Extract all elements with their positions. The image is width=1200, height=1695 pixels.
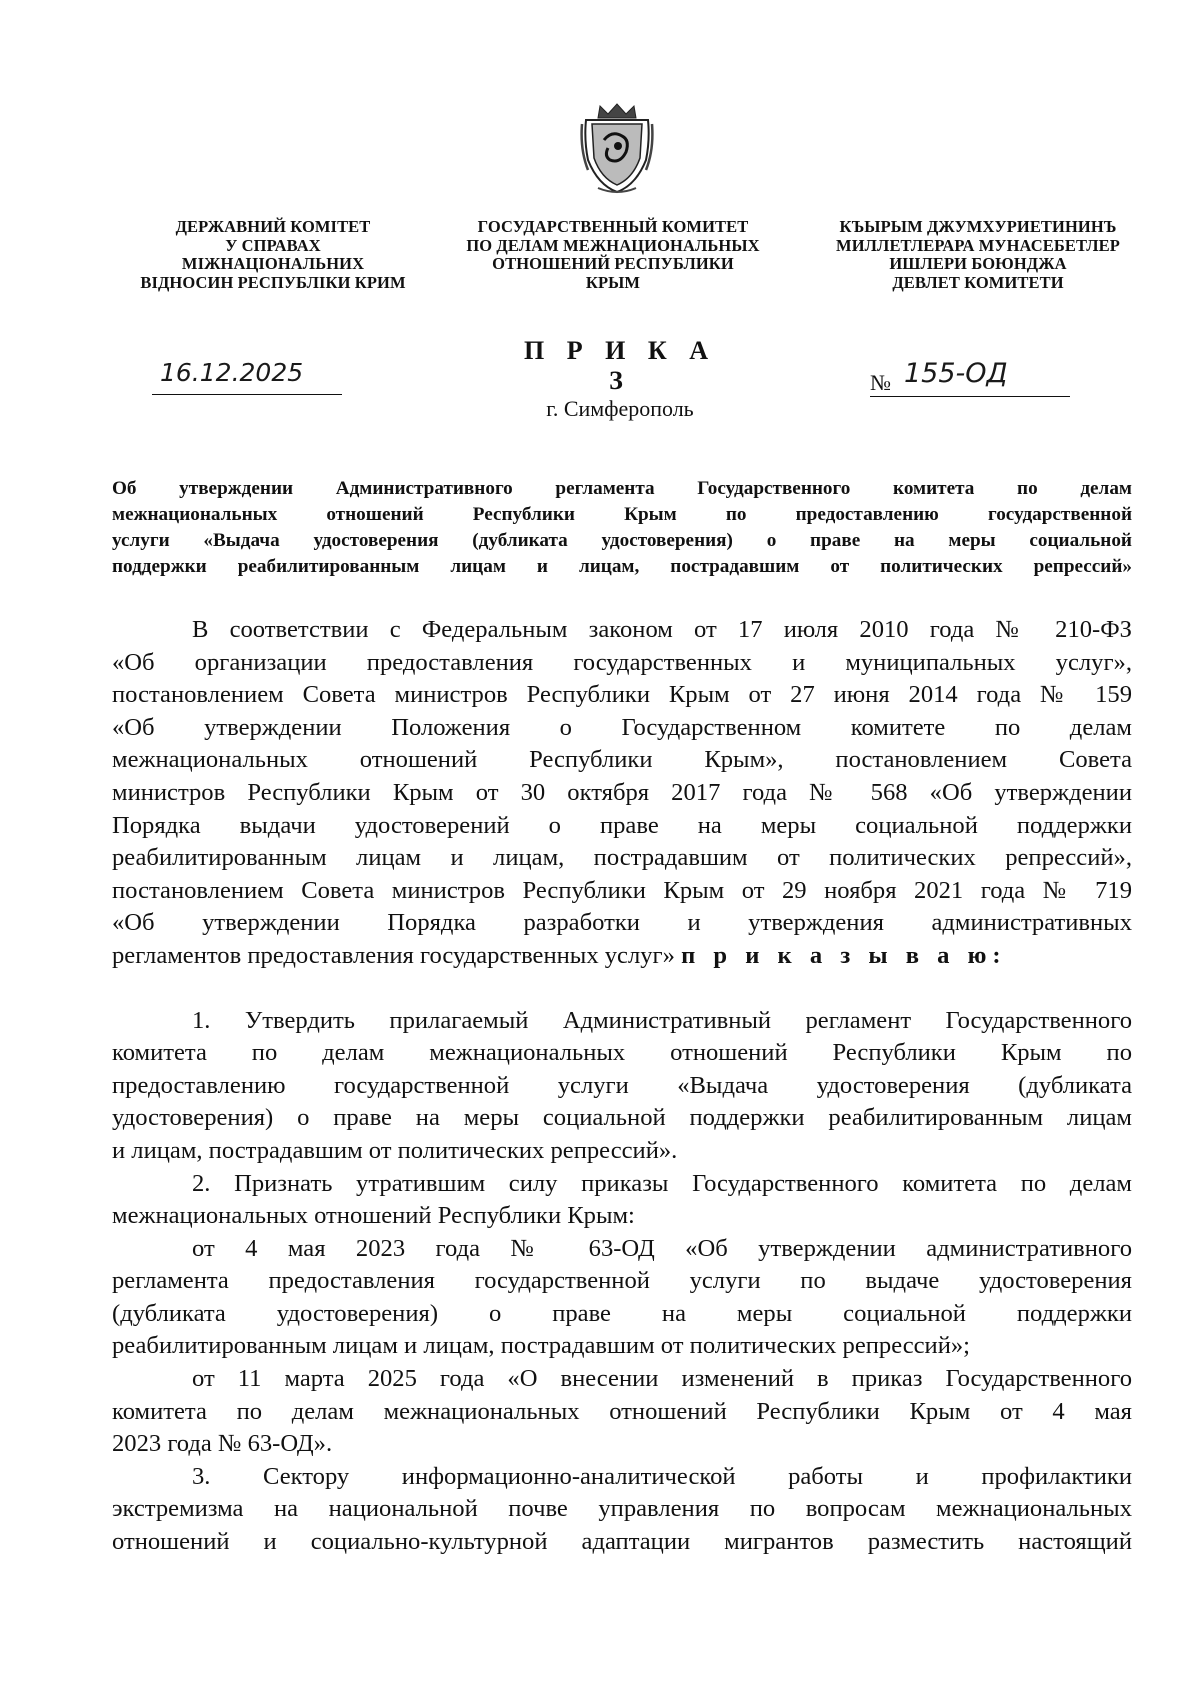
body-line-text: регламентов предоставления государственных услуг» — [112, 941, 675, 969]
header-ukrainian — [118, 218, 428, 292]
header-line: МИЛЛЕТЛЕРАРА МУНАСЕБЕТЛЕР — [836, 235, 1120, 255]
body-line: межнациональных отношений Республики Крым: — [112, 1202, 635, 1230]
header-crimean-tatar — [808, 218, 1148, 292]
document-body — [112, 614, 1132, 1559]
body-line: 2023 года № 63-ОД». — [112, 1430, 333, 1458]
city: г. Симферополь — [546, 396, 694, 421]
body-line: 3. Сектору информационно-аналитической работы и профилактики — [192, 1462, 1132, 1490]
body-line: В соответствии с Федеральным законом от 17 июля 2010 года № 210-ФЗ — [192, 616, 1132, 643]
header-line: ГОСУДАРСТВЕННЫЙ КОМИТЕТ — [477, 217, 749, 236]
body-line: реабилитированным лицам и лицам, пострадавшим от политических репрессий»; — [112, 1332, 971, 1360]
header-line: ДЕВЛЕТ КОМИТЕТИ — [892, 272, 1064, 292]
handwritten-number: 155-ОД — [904, 358, 1008, 389]
body-line: министров Республики Крым от 30 октября 2017 года № 568 «Об утверждении — [112, 778, 1132, 806]
body-line: «Об утверждении Положения о Государственном комитете по делам — [112, 713, 1132, 741]
title-line: Об утверждении Административного регламента Государственного комитета по делам — [112, 478, 1132, 499]
header-line: ПО ДЕЛАМ МЕЖНАЦИОНАЛЬНЫХ — [466, 235, 760, 255]
header-line: ДЕРЖАВНИЙ КОМІТЕТ — [175, 217, 371, 236]
number-field — [870, 360, 1070, 397]
preamble-paragraph — [112, 614, 1132, 973]
body-line — [112, 940, 1132, 973]
body-line: предоставлению государственной услуги «Выдача удостоверения (дубликата — [112, 1071, 1132, 1099]
body-line: «Об утверждении Порядка разработки и утверждения административных — [112, 909, 1132, 937]
body-line: 1. Утвердить прилагаемый Административный регламент Государственного — [192, 1006, 1132, 1034]
body-line: от 4 мая 2023 года № 63-ОД «Об утверждении административного — [192, 1234, 1132, 1262]
item-1 — [112, 1005, 1132, 1168]
body-line: удостоверения) о праве на меры социальной поддержки реабилитированным лицам — [112, 1104, 1132, 1132]
item-2 — [112, 1168, 1132, 1233]
title-line: поддержки реабилитированным лицам и лицам, пострадавшим от политических репрессий» — [112, 556, 1132, 577]
item-3 — [112, 1461, 1132, 1559]
body-line: комитета по делам межнациональных отношений Республики Крым по — [112, 1039, 1132, 1067]
item-2b — [112, 1363, 1132, 1461]
date-field — [152, 358, 342, 395]
order-word: п р и к а з ы в а ю: — [681, 941, 1007, 969]
paragraph-gap — [112, 973, 1132, 1005]
header-line: ИШЛЕРИ БОЮНДЖА — [889, 254, 1067, 273]
body-line: реабилитированным лицам и лицам, пострадавшим от политических репрессий», — [112, 844, 1132, 872]
body-line: постановлением Совета министров Республики Крым от 29 ноября 2021 года № 719 — [112, 876, 1132, 904]
body-line: постановлением Совета министров Республики Крым от 27 июня 2014 года № 159 — [112, 681, 1132, 709]
header-line: ОТНОШЕНИЙ РЕСПУБЛИКИ — [492, 254, 734, 273]
header-line: КЪЫРЫМ ДЖУМХУРИЕТИНИНЪ — [839, 217, 1117, 236]
body-line: отношений и социально-культурной адаптации мигрантов разместить настоящий — [112, 1528, 1132, 1556]
title-line: межнациональных отношений Республики Крым по предоставлению государственной — [112, 504, 1132, 525]
document-title — [112, 476, 1132, 580]
header-line: МІЖНАЦІОНАЛЬНИХ — [181, 254, 365, 273]
header-line: У СПРАВАХ — [225, 235, 321, 255]
document-type: П Р И К А З — [524, 336, 716, 395]
body-line: «Об организации предоставления государственных и муниципальных услуг», — [112, 648, 1132, 676]
title-line: услуги «Выдача удостоверения (дубликата удостоверения) о праве на меры социальной — [112, 530, 1132, 551]
body-line: и лицам, пострадавшим от политических репрессий». — [112, 1136, 678, 1164]
header-line: КРЫМ — [585, 272, 641, 292]
header-russian — [448, 218, 778, 292]
body-line: экстремизма на национальной почве управления по вопросам межнациональных — [112, 1495, 1132, 1523]
header-line: ВІДНОСИН РЕСПУБЛІКИ КРИМ — [140, 272, 406, 292]
body-line: комитета по делам межнациональных отношений Республики Крым от 4 мая — [112, 1397, 1132, 1425]
body-line: Порядка выдачи удостоверений о праве на меры социальной поддержки — [112, 811, 1132, 839]
body-line: от 11 марта 2025 года «О внесении изменений в приказ Государственного — [192, 1365, 1132, 1393]
item-2a — [112, 1233, 1132, 1363]
body-line: (дубликата удостоверения) о праве на меры социальной поддержки — [112, 1299, 1132, 1327]
body-line: 2. Признать утратившим силу приказы Государственного комитета по делам — [192, 1169, 1132, 1197]
handwritten-date: 16.12.2025 — [160, 358, 304, 387]
body-line: межнациональных отношений Республики Крым», постановлением Совета — [112, 746, 1132, 774]
body-line: регламента предоставления государственной услуги по выдаче удостоверения — [112, 1267, 1132, 1295]
crimea-coat-of-arms-icon — [578, 100, 656, 195]
number-label: № — [870, 370, 891, 395]
